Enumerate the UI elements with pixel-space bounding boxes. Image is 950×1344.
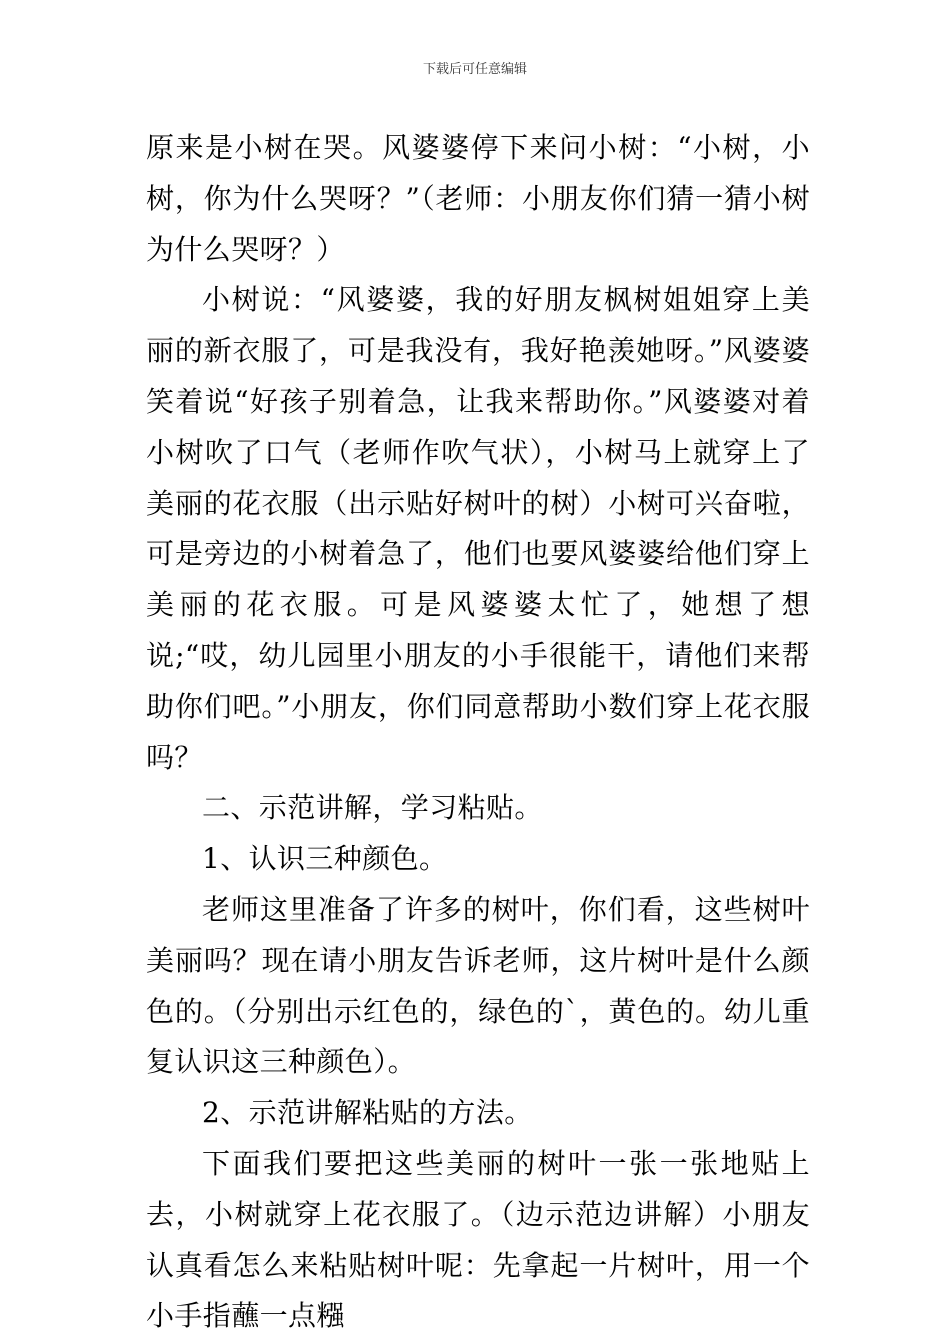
paragraph-2: 小树说：“风婆婆，我的好朋友枫树姐姐穿上美丽的新衣服了，可是我没有，我好艳羡她呀。”风婆婆笑着说“好孩子别着急，让我来帮助你。”风婆婆对着小树吹了口气（老师作吹气状），小树马上就穿上了美丽的花衣服（出示贴好树叶的树）小树可兴奋啦，可是旁边的小树着急了，他们也要风婆婆给他们穿上美丽的花衣服。可是风婆婆太忙了，她想了想说;“哎，幼儿园里小朋友的小手很能干，请他们来帮助你们吧。”小朋友，你们同意帮助小数们穿上花衣服吗？	[146, 283, 810, 774]
paragraph-5: 老师这里准备了许多的树叶，你们看，这些树叶美丽吗？现在请小朋友告诉老师，这片树叶是什么颜色的。（分别出示红色的，绿色的`，黄色的。幼儿重复认识这三种颜色）。	[146, 892, 810, 1079]
header-note: 下载后可任意编辑	[422, 62, 527, 77]
document-body	[146, 123, 810, 1342]
paragraph-7: 下面我们要把这些美丽的树叶一张一张地贴上去，小树就穿上花衣服了。（边示范边讲解）小朋友认真看怎么来粘贴树叶呢：先拿起一片树叶，用一个小手指蘸一点糨	[146, 1146, 810, 1333]
paragraph-6: 2、示范讲解粘贴的方法。	[202, 1096, 533, 1130]
paragraph-4: 1、认识三种颜色。	[202, 842, 448, 876]
paragraph-1: 原来是小树在哭。风婆婆停下来问小树：“小树，小树，你为什么哭呀？”（老师：小朋友你们猜一猜小树为什么哭呀？）	[146, 131, 810, 266]
paragraph-3: 二、示范讲解，学习粘贴。	[202, 791, 543, 825]
